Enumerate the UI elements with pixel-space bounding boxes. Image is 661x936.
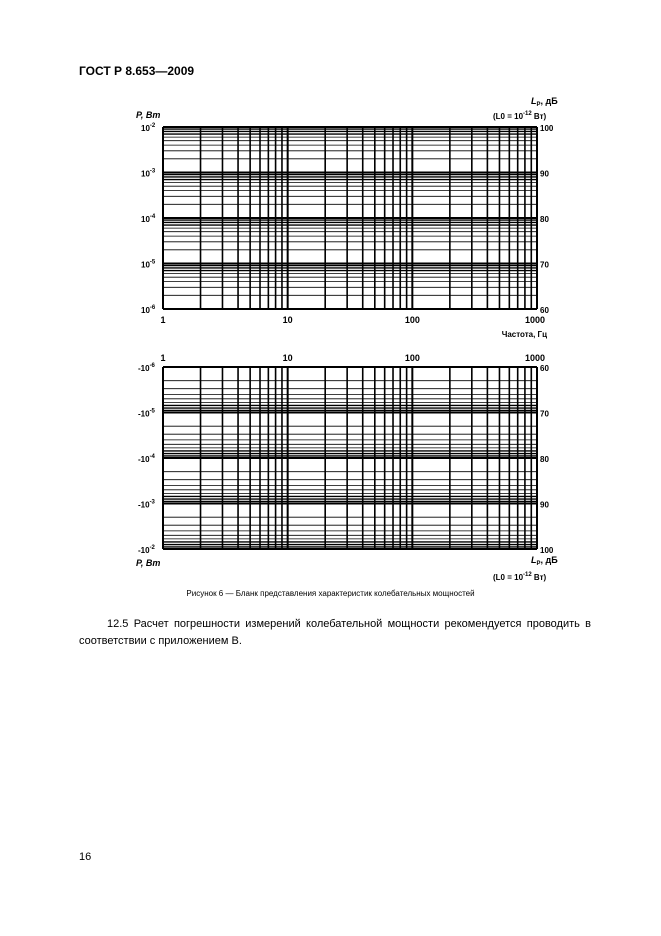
right-axis-reference: ($L0 = 10^{-12}$ Вт) [493,111,547,121]
right-tick-label: 100 [540,546,554,555]
y-tick-label: $10^{-3}$ [141,168,156,179]
left-axis-label: P, Вт [136,110,161,120]
right-tick-label: 90 [540,169,549,179]
x-axis-label: Частота, Гц [501,330,547,339]
x-tick-label: 1 [160,315,166,325]
right-tick-label: 80 [540,455,549,464]
x-tick-label: 1000 [524,353,546,363]
y-tick-label: $10^{-4}$ [141,214,156,224]
x-tick-label: 1000 [524,315,546,325]
grid [163,127,537,309]
document-header: ГОСТ Р 8.653—2009 [79,64,195,78]
x-tick-label: 100 [404,315,420,325]
right-tick-label: 80 [540,215,549,224]
body-paragraph: 12.5 Расчет погрешности измерений колебательной мощности рекомендуется проводить в соответствии с приложением В. [79,618,591,647]
right-tick-label: 60 [540,364,549,373]
figure-caption: Рисунок 6 — Бланк представления характеристик колебательных мощностей [186,589,475,598]
y-tick-label: $-10^{-5}$ [138,408,155,419]
chart-bottom [136,353,558,582]
right-axis-label: $L_P$, дБ [531,96,558,108]
right-tick-label: 60 [540,306,549,315]
grid [163,367,537,549]
y-tick-label: $10^{-6}$ [141,305,156,315]
y-tick-label: $10^{-2}$ [141,123,156,133]
x-tick-label: 10 [282,315,293,325]
x-tick-label: 1 [160,353,166,363]
y-tick-label: $-10^{-6}$ [138,363,155,373]
right-tick-label: 70 [540,260,549,270]
chart-top [136,96,558,339]
y-tick-label: $10^{-5}$ [141,259,156,270]
y-tick-label: $-10^{-3}$ [138,499,155,510]
right-axis-label: $L_P$, дБ [531,555,558,567]
right-tick-label: 100 [540,124,554,133]
right-tick-label: 70 [540,409,549,419]
y-tick-label: $-10^{-2}$ [138,545,155,555]
x-tick-label: 10 [282,353,293,363]
right-axis-reference: ($L0 = 10^{-12}$ Вт) [493,572,547,582]
y-tick-label: $-10^{-4}$ [138,454,155,464]
x-tick-label: 100 [404,353,420,363]
page-number: 16 [79,851,92,863]
left-axis-label: P, Вт [136,558,161,568]
right-tick-label: 90 [540,500,549,510]
